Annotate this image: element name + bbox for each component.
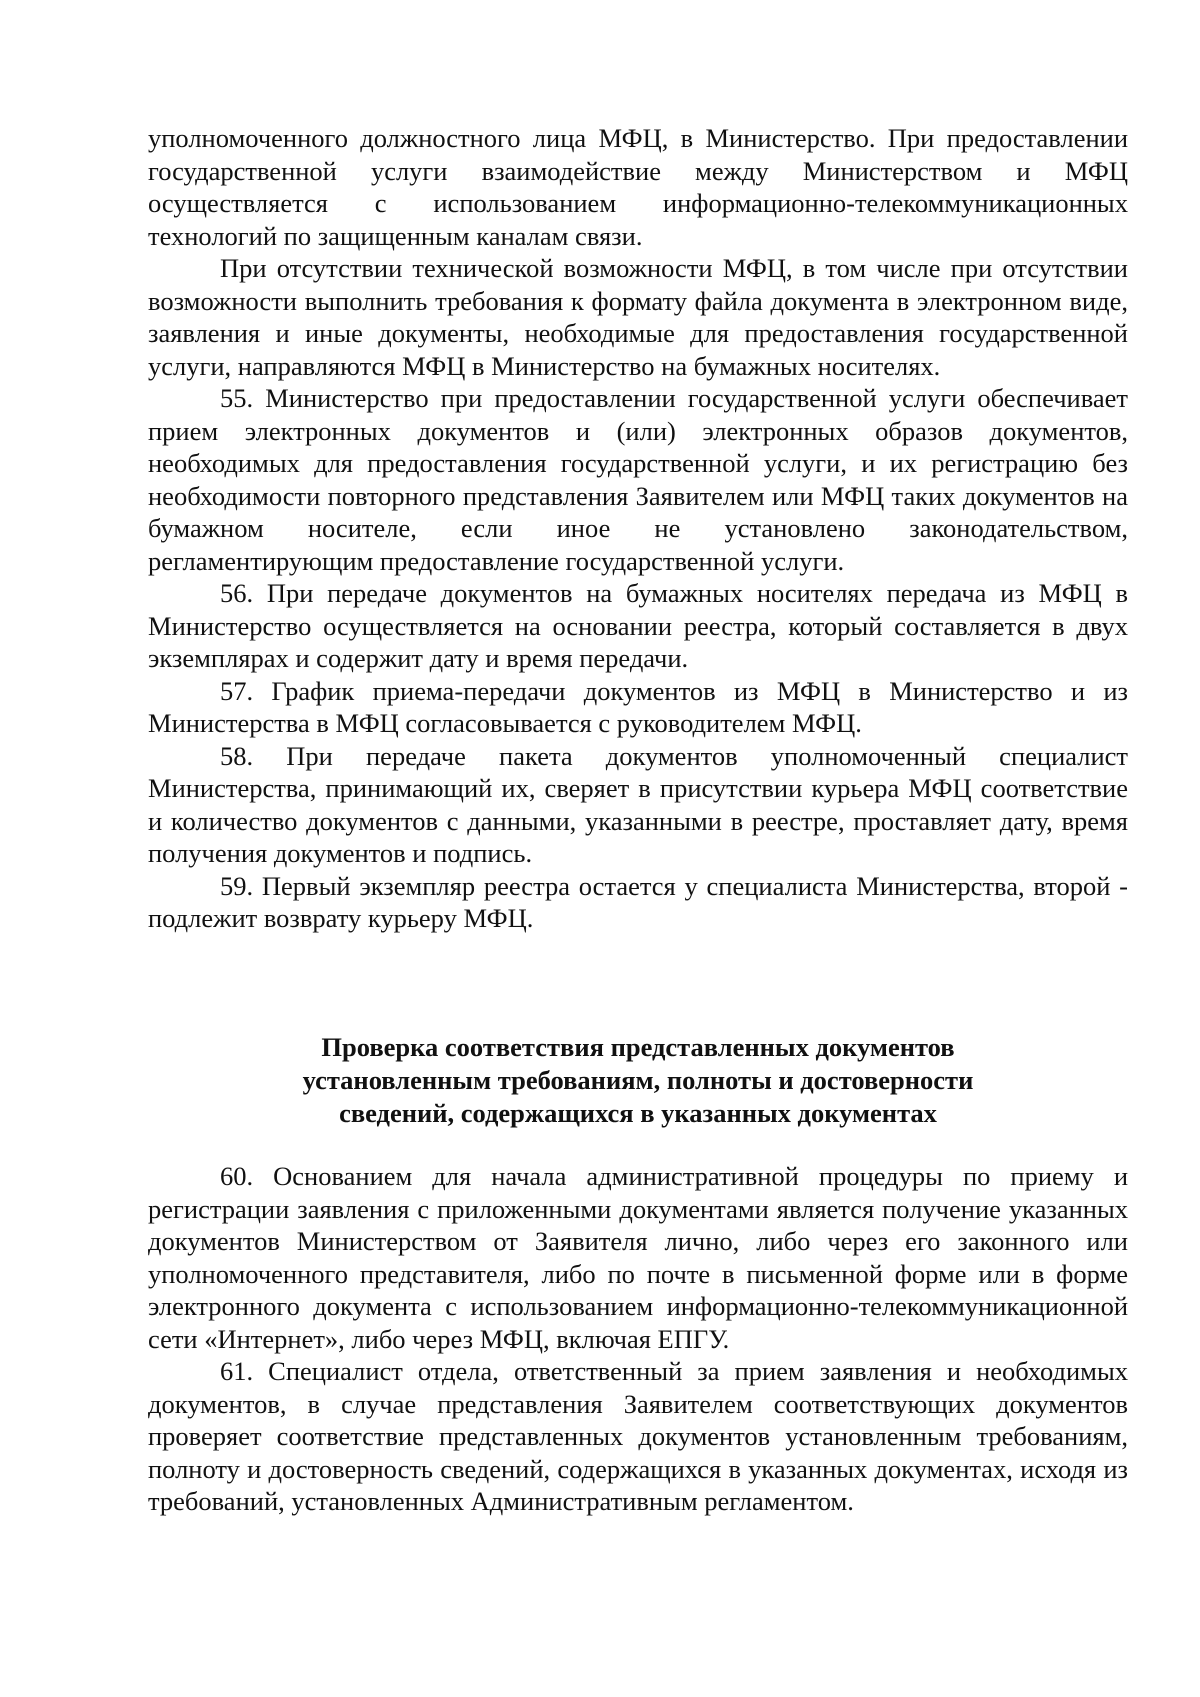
heading-line-1: Проверка соответствия представленных документов	[321, 1032, 955, 1062]
text-section-top	[148, 122, 1128, 935]
paragraph-no-technical-possibility: При отсутствии технической возможности МФЦ, в том числе при отсутствии возможности выполнить требования к формату файла документа в электронном виде, заявления и иные документы, необходимые для предоставления государственной услуги, направляются МФЦ в Министерство на бумажных носителях.	[148, 253, 1128, 381]
paragraph-60: 60. Основанием для начала административной процедуры по приему и регистрации заявления с приложенными документами является получение указанных документов Министерством от Заявителя лично, либо через его законного или уполномоченного представителя, либо по почте в письменной форме или в форме электронного документа с использованием информационно-телекоммуникационной сети «Интернет», либо через МФЦ, включая ЕПГУ.	[148, 1161, 1128, 1354]
heading-line-2: установленным требованиям, полноты и достоверности	[302, 1065, 974, 1095]
paragraph-58: 58. При передаче пакета документов уполномоченный специалист Министерства, принимающий их, сверяет в присутствии курьера МФЦ соответствие и количество документов с данными, указанными в реестре, проставляет дату, время получения документов и подпись.	[148, 740, 1128, 868]
paragraph-continuation: уполномоченного должностного лица МФЦ, в Министерство. При предоставлении государственной услуги взаимодействие между Министерством и МФЦ осуществляется с использованием информационно-телекоммуникационных технологий по защищенным каналам связи.	[148, 123, 1128, 251]
paragraph-57: 57. График приема-передачи документов из МФЦ в Министерство и из Министерства в МФЦ согласовывается с руководителем МФЦ.	[148, 675, 1128, 738]
section-heading	[148, 1031, 1128, 1130]
text-section-bottom	[148, 1160, 1128, 1518]
heading-line-3: сведений, содержащихся в указанных документах	[339, 1098, 937, 1128]
paragraph-55: 55. Министерство при предоставлении государственной услуги обеспечивает прием электронных документов и (или) электронных образов документов, необходимых для предоставления государственной услуги, и их регистрацию без необходимости повторного представления Заявителем или МФЦ таких документов на бумажном носителе, если иное не установлено законодательством, регламентирующим предоставление государственной услуги.	[148, 383, 1128, 576]
paragraph-56: 56. При передаче документов на бумажных носителях передача из МФЦ в Министерство осуществляется на основании реестра, который составляется в двух экземплярах и содержит дату и время передачи.	[148, 578, 1128, 673]
paragraph-61: 61. Специалист отдела, ответственный за прием заявления и необходимых документов, в случае представления Заявителем соответствующих документов проверяет соответствие представленных документов установленным требованиям, полноту и достоверность сведений, содержащихся в указанных документах, исходя из требований, установленных Административным регламентом.	[148, 1356, 1128, 1516]
paragraph-59: 59. Первый экземпляр реестра остается у специалиста Министерства, второй - подлежит возврату курьеру МФЦ.	[148, 870, 1128, 933]
